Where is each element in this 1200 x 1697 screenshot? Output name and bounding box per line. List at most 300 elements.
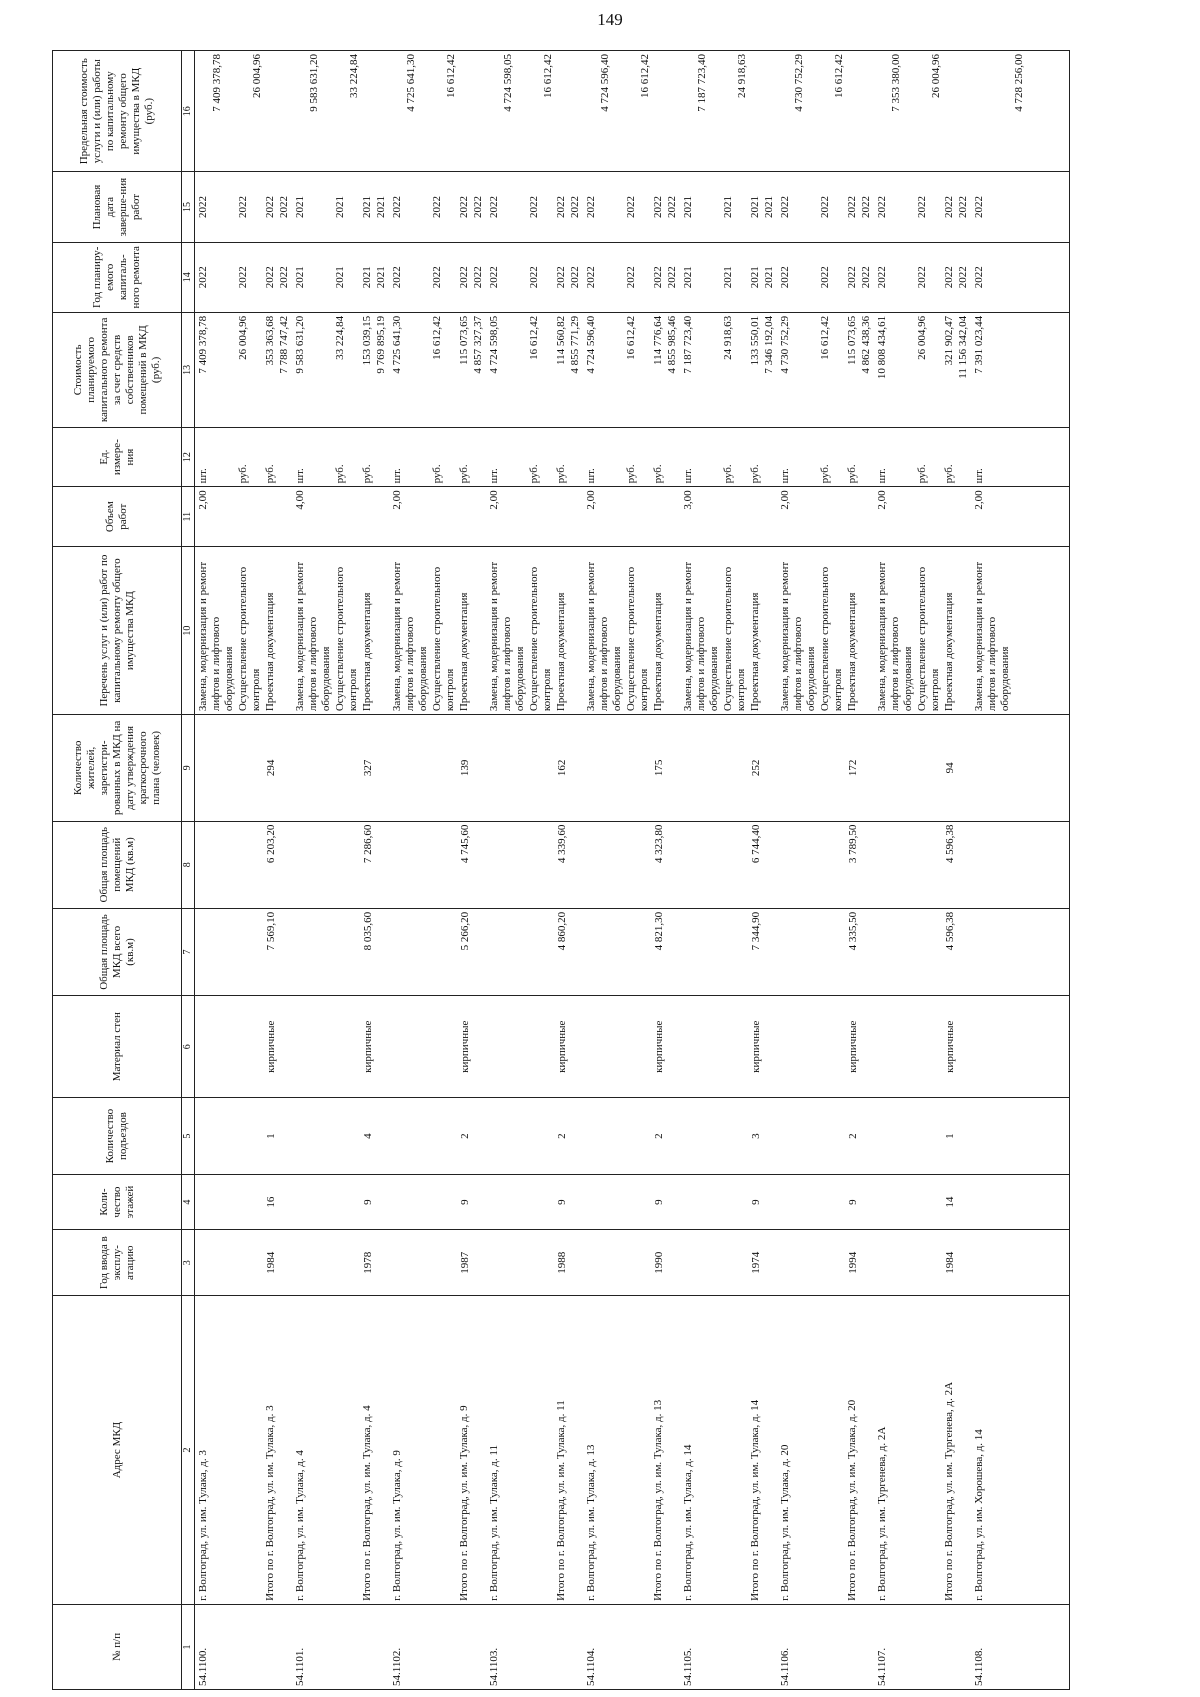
entrances-count: 2 [556, 1133, 568, 1139]
wall-material: кирпичные [556, 1020, 568, 1073]
limit-cost: 4 724 596,40 [599, 54, 611, 112]
plan-year: 2022 [625, 266, 637, 289]
unit-rubles: руб. [431, 464, 443, 484]
spacer [695, 1299, 749, 1601]
plan-year-cell [778, 242, 875, 312]
cost-value: 7 187 723,40 [682, 315, 694, 374]
limit-cost: 16 612,42 [639, 54, 651, 98]
spacer [391, 1178, 459, 1226]
finish-date: 2021 [294, 196, 306, 219]
work-project-docs: Проектная документация [652, 592, 664, 712]
residents-count-cell [972, 715, 1070, 821]
cost-cell [487, 312, 584, 427]
limit-cost-cell [390, 51, 487, 172]
floors-count: 9 [459, 1199, 471, 1205]
unit-rubles: руб. [749, 464, 761, 484]
work-replace-lifts: Замена, модернизация и ремонт лифтов и лифтового оборудования [876, 561, 914, 712]
total-label: Итого по г. Волгоград, ул. им. Тулака, д. 13 [652, 1399, 664, 1601]
plan-year-cell [972, 242, 1070, 312]
work-replace-lifts: Замена, модернизация и ремонт лифтов и лифтового оборудования [488, 561, 526, 712]
year-built: 1990 [653, 1251, 665, 1274]
spacer [792, 1299, 846, 1601]
column-header: Адрес МКД [53, 1296, 182, 1605]
table-row [778, 51, 875, 1690]
column-header: Количество подъездов [53, 1098, 182, 1175]
finish-date: 2022 [528, 196, 540, 219]
spacer [585, 912, 653, 992]
entrances-count: 4 [362, 1133, 374, 1139]
cost-value: 115 073,65 [458, 315, 470, 365]
column-header: Год ввода в эксплу-атацию [53, 1230, 182, 1296]
unit-pieces: шт. [876, 468, 888, 484]
spacer [876, 1178, 944, 1226]
column-number: 11 [182, 487, 195, 547]
plan-year: 2022 [488, 266, 500, 289]
finish-date: 2022 [197, 196, 209, 219]
column-number: 10 [182, 547, 195, 715]
entrances-count-cell [584, 1098, 681, 1175]
cost-cell [584, 312, 681, 427]
limit-cost: 4 725 641,30 [405, 54, 417, 112]
column-header: Количество жителей, зарегистри-рованных в МКД на дату утверждения краткосрочного плана (человек) [53, 715, 182, 821]
plan-year: 2022 [391, 266, 403, 289]
work-replace-lifts: Замена, модернизация и ремонт лифтов и лифтового оборудования [294, 561, 332, 712]
year-built: 1984 [265, 1251, 277, 1274]
cost-value: 4 724 598,05 [488, 315, 500, 374]
year-built: 1987 [459, 1251, 471, 1274]
spacer [779, 1101, 847, 1171]
limit-cost-cell [487, 51, 584, 172]
limit-cost: 4 730 752,29 [793, 54, 805, 112]
plan-year: 2022 [585, 266, 597, 289]
spacer [488, 825, 556, 905]
cost-value: 16 612,42 [625, 315, 637, 360]
spacer [294, 718, 362, 817]
plan-year: 2022 [779, 266, 791, 289]
cost-value: 7 391 023,44 [973, 315, 985, 374]
cost-value: 4 730 752,29 [779, 315, 791, 374]
column-number: 7 [182, 908, 195, 995]
works-list-cell [487, 547, 584, 715]
area-rooms-cell [487, 821, 584, 908]
residents-count-cell [584, 715, 681, 821]
address: г. Волгоград, ул. им. Тулака, д. 20 [779, 1444, 791, 1601]
finish-date: 2022 [652, 196, 664, 219]
plan-year-cell [195, 242, 294, 312]
spacer [404, 1299, 458, 1601]
works-list-cell [875, 547, 972, 715]
residents-count-cell [875, 715, 972, 821]
finish-date: 2021 [375, 196, 387, 219]
floors-count: 9 [362, 1199, 374, 1205]
cost-total: 4 857 327,37 [472, 315, 484, 374]
cost-cell [195, 312, 294, 427]
area-rooms-cell [972, 821, 1070, 908]
spacer [197, 1233, 265, 1292]
residents-count: 327 [362, 759, 374, 777]
residents-count-cell [390, 715, 487, 821]
floors-count: 14 [944, 1196, 956, 1208]
finish-date: 2022 [819, 196, 831, 219]
wall-material-cell [778, 996, 875, 1098]
work-project-docs: Проектная документация [846, 592, 858, 712]
plan-year: 2021 [749, 266, 761, 289]
spacer [682, 718, 750, 817]
finish-date: 2021 [682, 196, 694, 219]
volume-cell [390, 487, 487, 547]
finish-date: 2021 [722, 196, 734, 219]
row-number-cell [293, 1604, 390, 1689]
address: г. Волгоград, ул. им. Тулака, д. 11 [488, 1445, 500, 1601]
cost-value: 24 918,63 [722, 315, 734, 360]
residents-count: 294 [265, 759, 277, 777]
spacer [488, 912, 556, 992]
limit-cost-cell [778, 51, 875, 172]
address-cell [778, 1296, 875, 1605]
finish-date-cell [293, 172, 390, 242]
limit-cost: 7 353 380,00 [890, 54, 902, 112]
address: г. Волгоград, ул. им. Тургенева, д. 2А [876, 1426, 888, 1601]
residents-count: 175 [653, 759, 665, 777]
work-volume: 2,00 [197, 490, 209, 510]
area-rooms: 4 745,60 [459, 824, 471, 864]
area-total: 4 860,20 [556, 911, 568, 951]
plan-year: 2022 [860, 266, 872, 289]
works-list-cell [681, 547, 778, 715]
column-header: Плановая дата заверше-ния работ [53, 172, 182, 242]
residents-count: 162 [556, 759, 568, 777]
entrances-count-cell [195, 1098, 294, 1175]
unit-pieces: шт. [682, 468, 694, 484]
row-number-cell [584, 1604, 681, 1689]
cost-total: 4 855 985,46 [666, 315, 678, 374]
units-cell [681, 427, 778, 487]
spacer [294, 1178, 362, 1226]
plan-year-cell [681, 242, 778, 312]
unit-rubles: руб. [943, 464, 955, 484]
finish-date: 2022 [555, 196, 567, 219]
finish-date-cell [778, 172, 875, 242]
entrances-count: 1 [944, 1133, 956, 1139]
unit-rubles: руб. [361, 464, 373, 484]
finish-date: 2022 [625, 196, 637, 219]
plan-year: 2022 [197, 266, 209, 289]
row-number: 54.1102. [391, 1647, 403, 1686]
row-number: 54.1101. [294, 1647, 306, 1686]
floors-count-cell [681, 1174, 778, 1229]
table-row [681, 51, 778, 1690]
finish-date: 2022 [916, 196, 928, 219]
plan-year: 2022 [666, 266, 678, 289]
work-project-docs: Проектная документация [943, 592, 955, 712]
area-total-cell [195, 908, 294, 995]
spacer [598, 1299, 652, 1601]
spacer [682, 912, 750, 992]
cost-total: 7 788 747,42 [278, 315, 290, 374]
address: г. Волгоград, ул. им. Тулака, д. 9 [391, 1450, 403, 1601]
finish-date: 2022 [585, 196, 597, 219]
work-project-docs: Проектная документация [749, 592, 761, 712]
spacer [488, 1101, 556, 1171]
wall-material-cell [293, 996, 390, 1098]
column-header: Перечень услуг и (или) работ по капитальному ремонту общего имущества МКД [53, 547, 182, 715]
entrances-count: 2 [653, 1133, 665, 1139]
area-rooms-cell [875, 821, 972, 908]
unit-rubles: руб. [334, 464, 346, 484]
spacer [779, 1233, 847, 1292]
finish-date: 2022 [973, 196, 985, 219]
finish-date-cell [195, 172, 294, 242]
row-number-cell [875, 1604, 972, 1689]
cost-total: 7 346 192,04 [763, 315, 775, 374]
row-number: 54.1103. [488, 1647, 500, 1686]
work-replace-lifts: Замена, модернизация и ремонт лифтов и лифтового оборудования [973, 561, 1011, 712]
finish-date: 2022 [431, 196, 443, 219]
work-construction-control: Осуществление строительного контроля [334, 566, 359, 712]
finish-date: 2022 [391, 196, 403, 219]
area-total-cell [681, 908, 778, 995]
address-cell [487, 1296, 584, 1605]
address: г. Волгоград, ул. им. Тулака, д. 14 [682, 1444, 694, 1601]
spacer [585, 999, 653, 1094]
floors-count-cell [778, 1174, 875, 1229]
spacer [779, 718, 847, 817]
row-number-cell [195, 1604, 294, 1689]
limit-cost-cell [972, 51, 1070, 172]
work-construction-control: Осуществление строительного контроля [237, 566, 262, 712]
year-built-cell [390, 1230, 487, 1296]
works-list-cell [293, 547, 390, 715]
limit-cost-cell [293, 51, 390, 172]
spacer [294, 825, 362, 905]
entrances-count: 3 [750, 1133, 762, 1139]
area-total: 4 821,30 [653, 911, 665, 951]
spacer [488, 718, 556, 817]
work-volume: 3,00 [682, 490, 694, 510]
spacer [682, 1101, 750, 1171]
floors-count-cell [293, 1174, 390, 1229]
row-number-cell [487, 1604, 584, 1689]
volume-cell [681, 487, 778, 547]
spacer [876, 912, 944, 992]
plan-year: 2021 [294, 266, 306, 289]
plan-year: 2022 [916, 266, 928, 289]
wall-material: кирпичные [847, 1020, 859, 1073]
spacer [294, 1101, 362, 1171]
address: г. Волгоград, ул. им. Хорошева, д. 14 [973, 1429, 985, 1601]
floors-count-cell [875, 1174, 972, 1229]
year-built: 1974 [750, 1251, 762, 1274]
spacer [294, 1233, 362, 1292]
spacer [391, 718, 459, 817]
wall-material: кирпичные [944, 1020, 956, 1073]
limit-cost: 24 918,63 [736, 54, 748, 98]
area-rooms-cell [778, 821, 875, 908]
cost-value: 26 004,96 [237, 315, 249, 360]
column-header: Общая площадь МКД всего (кв.м) [53, 908, 182, 995]
spacer [488, 1178, 556, 1226]
cost-value: 33 224,84 [334, 315, 346, 360]
column-number: 5 [182, 1098, 195, 1175]
spacer [779, 825, 847, 905]
plan-year: 2022 [458, 266, 470, 289]
cost-value: 115 073,65 [846, 315, 858, 365]
column-header: Объем работ [53, 487, 182, 547]
floors-count: 9 [847, 1199, 859, 1205]
spacer [391, 912, 459, 992]
row-number-cell [390, 1604, 487, 1689]
units-cell [875, 427, 972, 487]
plan-year-cell [293, 242, 390, 312]
entrances-count-cell [487, 1098, 584, 1175]
volume-cell [584, 487, 681, 547]
column-number: 6 [182, 996, 195, 1098]
spacer [391, 825, 459, 905]
spacer [307, 1299, 361, 1601]
plan-year: 2022 [431, 266, 443, 289]
column-header: Предельная стоимость услуги и (или) работы по капитальному ремонту общего имущества в МКД (руб.) [53, 51, 182, 172]
spacer [585, 718, 653, 817]
total-label: Итого по г. Волгоград, ул. им. Тулака, д. 20 [846, 1399, 858, 1601]
column-header: Общая площадь помещений МКД (кв.м) [53, 821, 182, 908]
works-list-cell [195, 547, 294, 715]
limit-cost: 4 724 598,05 [502, 54, 514, 112]
residents-count-cell [778, 715, 875, 821]
column-number: 12 [182, 427, 195, 487]
entrances-count-cell [293, 1098, 390, 1175]
table-row [293, 51, 390, 1690]
work-project-docs: Проектная документация [555, 592, 567, 712]
cost-total: 4 855 771,29 [569, 315, 581, 374]
total-label: Итого по г. Волгоград, ул. им. Тулака, д. 11 [555, 1400, 567, 1601]
row-number-cell [681, 1604, 778, 1689]
table-row [875, 51, 972, 1690]
year-built-cell [972, 1230, 1070, 1296]
spacer [294, 999, 362, 1094]
work-volume: 2,00 [973, 490, 985, 510]
cost-cell [778, 312, 875, 427]
year-built-cell [778, 1230, 875, 1296]
floors-count-cell [195, 1174, 294, 1229]
cost-value: 114 560,82 [555, 315, 567, 365]
finish-date: 2022 [860, 196, 872, 219]
address-cell [390, 1296, 487, 1605]
spacer [197, 912, 265, 992]
unit-rubles: руб. [528, 464, 540, 484]
volume-cell [875, 487, 972, 547]
area-total: 4 596,38 [944, 911, 956, 951]
plan-year: 2022 [973, 266, 985, 289]
volume-cell [487, 487, 584, 547]
finish-date: 2022 [458, 196, 470, 219]
wall-material-cell [972, 996, 1070, 1098]
address-cell [875, 1296, 972, 1605]
column-header: Материал стен [53, 996, 182, 1098]
spacer [682, 825, 750, 905]
table-row [972, 51, 1070, 1690]
residents-count: 94 [944, 762, 956, 774]
plan-year: 2022 [846, 266, 858, 289]
cost-value: 114 776,64 [652, 315, 664, 365]
column-header: Стоимость планируемого капитального ремонта за счет средств собственников помещений в МКД (руб.) [53, 312, 182, 427]
work-construction-control: Осуществление строительного контроля [528, 566, 553, 712]
units-cell [778, 427, 875, 487]
plan-year: 2021 [722, 266, 734, 289]
wall-material-cell [681, 996, 778, 1098]
cost-cell [875, 312, 972, 427]
works-list-cell [390, 547, 487, 715]
finish-date-cell [681, 172, 778, 242]
total-label: Итого по г. Волгоград, ул. им. Тулака, д. 9 [458, 1405, 470, 1601]
spacer [197, 1178, 265, 1226]
plan-year: 2022 [555, 266, 567, 289]
spacer [682, 1178, 750, 1226]
column-number: 1 [182, 1604, 195, 1689]
column-header: Год планиру-емого капиталь-ного ремонта [53, 242, 182, 312]
floors-count-cell [972, 1174, 1070, 1229]
finish-date-cell [390, 172, 487, 242]
finish-date: 2022 [488, 196, 500, 219]
plan-year: 2022 [237, 266, 249, 289]
entrances-count: 1 [265, 1133, 277, 1139]
row-number: 54.1106. [779, 1647, 791, 1686]
unit-rubles: руб. [458, 464, 470, 484]
area-rooms-cell [681, 821, 778, 908]
spacer [779, 912, 847, 992]
unit-rubles: руб. [237, 464, 249, 484]
wall-material-cell [390, 996, 487, 1098]
unit-rubles: руб. [722, 464, 734, 484]
year-built: 1994 [847, 1251, 859, 1274]
floors-count: 9 [750, 1199, 762, 1205]
row-number: 54.1105. [682, 1647, 694, 1686]
total-label: Итого по г. Волгоград, ул. им. Тулака, д. 4 [361, 1405, 373, 1601]
limit-cost: 33 224,84 [348, 54, 360, 98]
spacer [585, 1178, 653, 1226]
row-number: 54.1100. [197, 1647, 209, 1686]
spacer [779, 999, 847, 1094]
works-list-cell [778, 547, 875, 715]
area-total-cell [972, 908, 1070, 995]
cost-cell [681, 312, 778, 427]
limit-cost-cell [195, 51, 294, 172]
work-volume: 2,00 [779, 490, 791, 510]
spacer [391, 1233, 459, 1292]
finish-date: 2021 [334, 196, 346, 219]
column-number: 4 [182, 1174, 195, 1229]
work-volume: 2,00 [876, 490, 888, 510]
cost-value: 16 612,42 [431, 315, 443, 360]
area-rooms-cell [195, 821, 294, 908]
plan-year: 2021 [334, 266, 346, 289]
total-label: Итого по г. Волгоград, ул. им. Тургенева, д. 2А [943, 1381, 955, 1601]
plan-year-cell [875, 242, 972, 312]
wall-material: кирпичные [459, 1020, 471, 1073]
entrances-count-cell [681, 1098, 778, 1175]
cost-value: 133 550,01 [749, 315, 761, 366]
area-total: 8 035,60 [362, 911, 374, 951]
wall-material-cell [195, 996, 294, 1098]
spacer [391, 1101, 459, 1171]
residents-count-cell [487, 715, 584, 821]
residents-count-cell [195, 715, 294, 821]
plan-year: 2022 [264, 266, 276, 289]
plan-year: 2022 [652, 266, 664, 289]
area-rooms-cell [584, 821, 681, 908]
volume-cell [293, 487, 390, 547]
limit-cost-cell [681, 51, 778, 172]
limit-cost: 4 728 256,00 [1013, 54, 1025, 112]
